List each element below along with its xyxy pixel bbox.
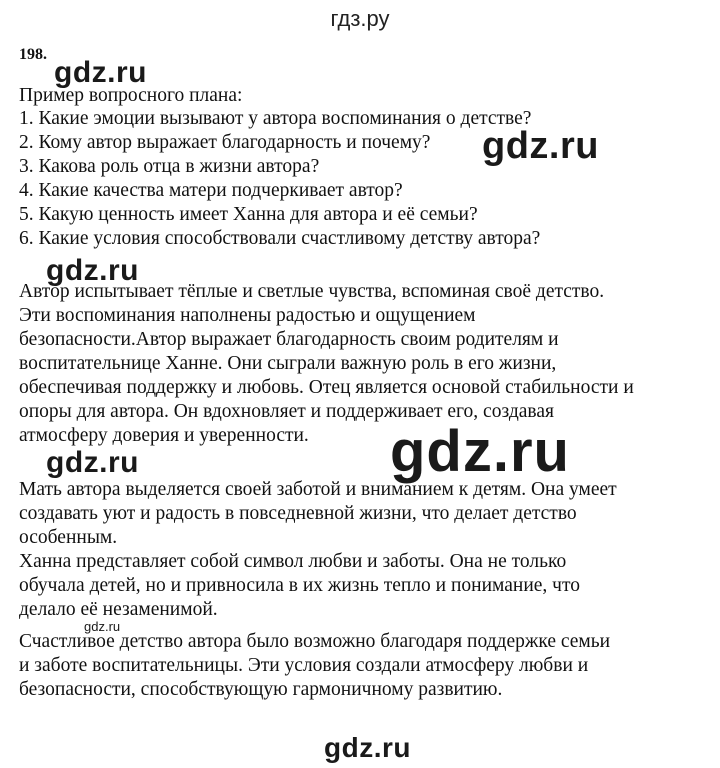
plan-item: 3. Какова роль отца в жизни автора? [19, 156, 320, 177]
watermark-right: gdz.ru [482, 125, 599, 167]
task-number: 198. [19, 46, 47, 63]
answer-line: Мать автора выделяется своей заботой и вниманием к детям. Она умеет [19, 479, 617, 500]
answer-line: Ханна представляет собой символ любви и заботы. Она не только [19, 551, 567, 572]
answer-line: Эти воспоминания наполнены радостью и ощущением [19, 305, 476, 326]
answer-line: и заботе воспитательницы. Эти условия создали атмосферу любви и [19, 655, 589, 676]
watermark-top: gdz.ru [54, 56, 147, 89]
answer-line: атмосферу доверия и уверенности. [19, 425, 309, 446]
answer-line: Счастливое детство автора было возможно благодаря поддержке семьи [19, 631, 611, 652]
answer-line: обучала детей, но и привносила в их жизнь тепло и понимание, что [19, 575, 580, 596]
answer-line: создавать уют и радость в повседневной жизни, что делает детство [19, 503, 577, 524]
answer-line: воспитательнице Ханне. Они сыграли важную роль в его жизни, [19, 353, 557, 374]
plan-item: 5. Какую ценность имеет Ханна для автора и её семьи? [19, 204, 478, 225]
site-header: гдз.ру [330, 6, 390, 31]
plan-intro: Пример вопросного плана: [19, 85, 243, 106]
answer-line: безопасности, способствующую гармоничному развитию. [19, 679, 503, 700]
plan-item: 4. Какие качества матери подчеркивает автор? [19, 180, 403, 201]
plan-item: 6. Какие условия способствовали счастливому детству автора? [19, 228, 541, 249]
answer-line: особенным. [19, 527, 118, 548]
plan-item: 1. Какие эмоции вызывают у автора воспоминания о детстве? [19, 108, 532, 129]
answer-line: опоры для автора. Он вдохновляет и поддерживает его, создавая [19, 401, 554, 422]
watermark-footer: gdz.ru [324, 732, 411, 763]
watermark-small: gdz.ru [84, 619, 121, 634]
answer-line: обеспечивая поддержку и любовь. Отец является основой стабильности и [19, 377, 634, 398]
answer-line: Автор испытывает тёплые и светлые чувства, вспоминая своё детство. [19, 281, 605, 302]
answer-line: безопасности.Автор выражает благодарность своим родителям и [19, 329, 559, 350]
plan-item: 2. Кому автор выражает благодарность и почему? [19, 132, 431, 153]
watermark-left: gdz.ru [46, 446, 139, 479]
watermark-mid: gdz.ru [46, 254, 139, 287]
watermark-big: gdz.ru [390, 419, 570, 484]
answer-line: делало её незаменимой. [19, 599, 218, 620]
